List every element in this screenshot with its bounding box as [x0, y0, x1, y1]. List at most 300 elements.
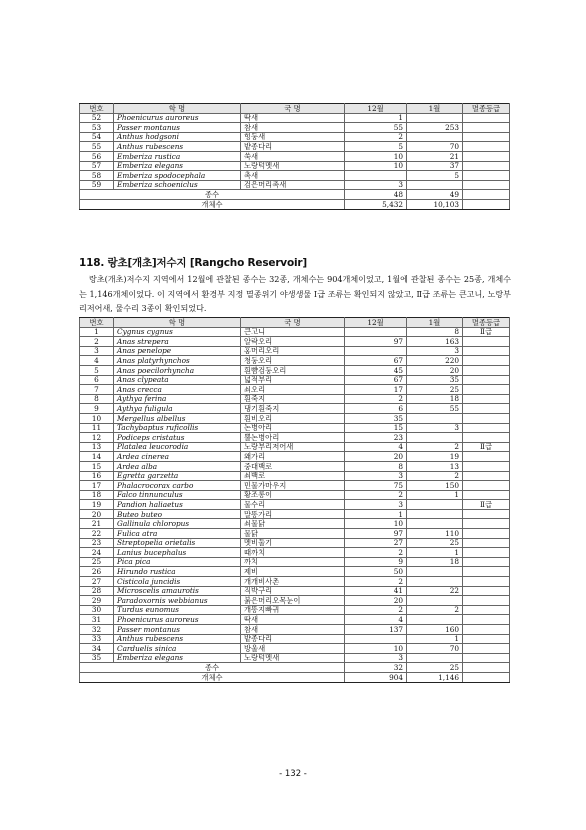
- count-total-jan: 10,103: [407, 199, 463, 209]
- table-row: [80, 519, 510, 529]
- cell-jan-count: [407, 519, 463, 529]
- cell-no: 56: [80, 151, 114, 161]
- cell-dec-count: [345, 171, 407, 181]
- section-paragraph: 랑초(개초)저수지 지역에서 12월에 관찰된 종수는 32종, 개체수는 904개체이었고, 1월에 관찰된 종수는 25종, 개체수는 1,146개체이었다. 이 지역에서 환경부 지정 멸종위기 야생생물 Ⅰ급 조류는 확인되지 않았고, Ⅱ급 조류는 큰고니, 노랑부리저어새, 물수리 3종이 확인되었다.: [79, 274, 511, 313]
- cell-dec-count: [345, 327, 407, 337]
- cell-korean-name: 흰비오리: [241, 413, 345, 423]
- cell-no: 12: [80, 433, 114, 443]
- cell-dec-count: 27: [345, 538, 407, 548]
- table-row: [80, 385, 510, 395]
- cell-jan-count: 1: [407, 490, 463, 500]
- col-header-scientific: 학 명: [114, 318, 241, 328]
- cell-grade: Ⅱ급: [463, 500, 510, 510]
- cell-dec-count: 35: [345, 413, 407, 423]
- cell-jan-count: [407, 113, 463, 123]
- empty-cell: [463, 663, 510, 673]
- cell-dec-count: 3: [345, 180, 407, 190]
- cell-no: 26: [80, 567, 114, 577]
- cell-korean-name: 민물가마우지: [241, 481, 345, 491]
- cell-korean-name: 딱새: [241, 615, 345, 625]
- table-row: [80, 615, 510, 625]
- col-header-jan: 1월: [407, 104, 463, 114]
- table-row: [80, 557, 510, 567]
- cell-no: 1: [80, 327, 114, 337]
- cell-no: 16: [80, 471, 114, 481]
- col-header-dec: 12월: [345, 318, 407, 328]
- cell-grade: [463, 375, 510, 385]
- cell-grade: Ⅱ급: [463, 327, 510, 337]
- cell-dec-count: 4: [345, 615, 407, 625]
- cell-grade: [463, 433, 510, 443]
- cell-scientific-name: Emberiza elegans: [114, 161, 241, 171]
- cell-jan-count: 1: [407, 634, 463, 644]
- cell-korean-name: 밭종다리: [241, 634, 345, 644]
- species-total-jan: 25: [407, 663, 463, 673]
- cell-grade: [463, 634, 510, 644]
- empty-cell: [463, 190, 510, 200]
- cell-korean-name: 논병아리: [241, 423, 345, 433]
- cell-grade: [463, 519, 510, 529]
- col-header-grade: 멸종등급: [463, 318, 510, 328]
- cell-no: 32: [80, 625, 114, 635]
- species-total-label: 종수: [80, 663, 345, 673]
- cell-scientific-name: Anthus rubescens: [114, 634, 241, 644]
- table-row: [80, 625, 510, 635]
- cell-no: 24: [80, 548, 114, 558]
- cell-scientific-name: Phoenicurus auroreus: [114, 615, 241, 625]
- cell-dec-count: 15: [345, 423, 407, 433]
- cell-korean-name: 흰뺨검둥오리: [241, 365, 345, 375]
- cell-scientific-name: Passer montanus: [114, 625, 241, 635]
- cell-scientific-name: Gallinula chloropus: [114, 519, 241, 529]
- cell-grade: [463, 548, 510, 558]
- cell-jan-count: 21: [407, 151, 463, 161]
- cell-no: 10: [80, 413, 114, 423]
- cell-grade: [463, 423, 510, 433]
- cell-korean-name: 촉새: [241, 171, 345, 181]
- count-total-dec: 904: [345, 672, 407, 682]
- table-row: [80, 404, 510, 414]
- cell-no: 2: [80, 337, 114, 347]
- cell-dec-count: 2: [345, 490, 407, 500]
- cell-dec-count: [345, 634, 407, 644]
- cell-korean-name: 제비: [241, 567, 345, 577]
- table-row: [80, 142, 510, 152]
- cell-jan-count: 150: [407, 481, 463, 491]
- cell-scientific-name: Emberiza spodocephala: [114, 171, 241, 181]
- table-header-row: [80, 318, 510, 328]
- cell-grade: [463, 413, 510, 423]
- cell-dec-count: [345, 346, 407, 356]
- species-total-jan: 49: [407, 190, 463, 200]
- count-total-jan: 1,146: [407, 672, 463, 682]
- cell-dec-count: 9: [345, 557, 407, 567]
- cell-scientific-name: Emberiza schoeniclus: [114, 180, 241, 190]
- cell-jan-count: [407, 413, 463, 423]
- cell-scientific-name: Anthus hodgsoni: [114, 132, 241, 142]
- table-row: [80, 375, 510, 385]
- table-row: [80, 452, 510, 462]
- cell-dec-count: 10: [345, 151, 407, 161]
- species-total-row: [80, 190, 510, 200]
- cell-scientific-name: Hirundo rustica: [114, 567, 241, 577]
- cell-korean-name: 노랑턱멧새: [241, 653, 345, 663]
- cell-dec-count: 23: [345, 433, 407, 443]
- cell-no: 57: [80, 161, 114, 171]
- table-row: [80, 644, 510, 654]
- cell-scientific-name: Phalacrocorax carbo: [114, 481, 241, 491]
- cell-scientific-name: Streptopelia orietalis: [114, 538, 241, 548]
- cell-no: 20: [80, 509, 114, 519]
- count-total-row: [80, 199, 510, 209]
- cell-jan-count: 20: [407, 365, 463, 375]
- col-header-scientific: 학 명: [114, 104, 241, 114]
- cell-grade: [463, 461, 510, 471]
- cell-jan-count: [407, 577, 463, 587]
- cell-grade: [463, 625, 510, 635]
- cell-jan-count: [407, 132, 463, 142]
- table-row: [80, 586, 510, 596]
- cell-no: 5: [80, 365, 114, 375]
- cell-grade: [463, 586, 510, 596]
- table-row: [80, 132, 510, 142]
- cell-scientific-name: Anthus rubescens: [114, 142, 241, 152]
- cell-grade: [463, 404, 510, 414]
- table-row: [80, 423, 510, 433]
- cell-no: 22: [80, 529, 114, 539]
- cell-jan-count: 110: [407, 529, 463, 539]
- cell-korean-name: 멧비둘기: [241, 538, 345, 548]
- cell-jan-count: 220: [407, 356, 463, 366]
- table-row: [80, 356, 510, 366]
- cell-jan-count: 8: [407, 327, 463, 337]
- cell-korean-name: 왜가리: [241, 452, 345, 462]
- cell-no: 29: [80, 596, 114, 606]
- cell-jan-count: 160: [407, 625, 463, 635]
- col-header-korean: 국 명: [241, 318, 345, 328]
- cell-jan-count: 3: [407, 423, 463, 433]
- cell-jan-count: 1: [407, 548, 463, 558]
- cell-scientific-name: Carduelis sinica: [114, 644, 241, 654]
- cell-korean-name: 알락오리: [241, 337, 345, 347]
- cell-grade: [463, 394, 510, 404]
- table-row: [80, 394, 510, 404]
- cell-grade: [463, 538, 510, 548]
- cell-korean-name: 방울새: [241, 644, 345, 654]
- cell-scientific-name: Cygnus cygnus: [114, 327, 241, 337]
- cell-grade: [463, 567, 510, 577]
- table-row: [80, 548, 510, 558]
- cell-korean-name: 청둥오리: [241, 356, 345, 366]
- cell-korean-name: 쇠백로: [241, 471, 345, 481]
- section-title: 118. 랑초[개초]저수지 [Rangcho Reservoir]: [79, 257, 307, 269]
- cell-dec-count: 2: [345, 394, 407, 404]
- cell-korean-name: 중대백로: [241, 461, 345, 471]
- cell-scientific-name: Pandion haliaetus: [114, 500, 241, 510]
- cell-korean-name: 물수리: [241, 500, 345, 510]
- table-row: [80, 337, 510, 347]
- cell-scientific-name: Emberiza rustica: [114, 151, 241, 161]
- count-total-row: [80, 672, 510, 682]
- cell-dec-count: 3: [345, 653, 407, 663]
- cell-jan-count: [407, 567, 463, 577]
- cell-grade: [463, 365, 510, 375]
- cell-scientific-name: Aythya fuligula: [114, 404, 241, 414]
- cell-dec-count: 67: [345, 375, 407, 385]
- cell-jan-count: 2: [407, 471, 463, 481]
- cell-jan-count: 35: [407, 375, 463, 385]
- cell-jan-count: 19: [407, 452, 463, 462]
- cell-no: 58: [80, 171, 114, 181]
- cell-dec-count: 45: [345, 365, 407, 375]
- cell-no: 23: [80, 538, 114, 548]
- cell-no: 14: [80, 452, 114, 462]
- cell-scientific-name: Microscelis amaurotis: [114, 586, 241, 596]
- cell-scientific-name: Pica pica: [114, 557, 241, 567]
- cell-jan-count: 70: [407, 644, 463, 654]
- species-total-dec: 32: [345, 663, 407, 673]
- cell-dec-count: 6: [345, 404, 407, 414]
- cell-scientific-name: Ardea alba: [114, 461, 241, 471]
- table-row: [80, 180, 510, 190]
- cell-korean-name: 댕기흰죽지: [241, 404, 345, 414]
- cell-grade: [463, 471, 510, 481]
- cell-no: 27: [80, 577, 114, 587]
- cell-korean-name: 개개비사촌: [241, 577, 345, 587]
- cell-no: 18: [80, 490, 114, 500]
- cell-grade: [463, 161, 510, 171]
- cell-korean-name: 참새: [241, 625, 345, 635]
- table-row: [80, 577, 510, 587]
- cell-no: 6: [80, 375, 114, 385]
- cell-jan-count: 163: [407, 337, 463, 347]
- cell-jan-count: [407, 653, 463, 663]
- cell-scientific-name: Phoenicurus auroreus: [114, 113, 241, 123]
- cell-no: 53: [80, 123, 114, 133]
- cell-scientific-name: Anas penelope: [114, 346, 241, 356]
- cell-grade: [463, 123, 510, 133]
- cell-no: 52: [80, 113, 114, 123]
- cell-scientific-name: Fulica atra: [114, 529, 241, 539]
- cell-scientific-name: Mergellus albellus: [114, 413, 241, 423]
- table-row: [80, 433, 510, 443]
- cell-no: 3: [80, 346, 114, 356]
- cell-dec-count: 1: [345, 509, 407, 519]
- cell-korean-name: 딱새: [241, 113, 345, 123]
- col-header-jan: 1월: [407, 318, 463, 328]
- cell-grade: [463, 452, 510, 462]
- cell-jan-count: 5: [407, 171, 463, 181]
- cell-korean-name: 쇠물닭: [241, 519, 345, 529]
- cell-korean-name: 쇠오리: [241, 385, 345, 395]
- cell-dec-count: 137: [345, 625, 407, 635]
- cell-no: 54: [80, 132, 114, 142]
- cell-no: 33: [80, 634, 114, 644]
- cell-grade: [463, 151, 510, 161]
- cell-jan-count: 25: [407, 538, 463, 548]
- table-row: [80, 161, 510, 171]
- table-row: [80, 509, 510, 519]
- cell-dec-count: 2: [345, 132, 407, 142]
- cell-no: 11: [80, 423, 114, 433]
- cell-scientific-name: Tachybaptus ruficollis: [114, 423, 241, 433]
- table-row: [80, 529, 510, 539]
- cell-grade: [463, 142, 510, 152]
- cell-jan-count: 37: [407, 161, 463, 171]
- species-total-label: 종수: [80, 190, 345, 200]
- cell-scientific-name: Aythya ferina: [114, 394, 241, 404]
- cell-korean-name: 노랑턱멧새: [241, 161, 345, 171]
- cell-korean-name: 황조롱이: [241, 490, 345, 500]
- cell-jan-count: 3: [407, 346, 463, 356]
- cell-dec-count: 2: [345, 577, 407, 587]
- cell-dec-count: 2: [345, 605, 407, 615]
- cell-scientific-name: Platalea leucorodia: [114, 442, 241, 452]
- cell-scientific-name: Ardea cinerea: [114, 452, 241, 462]
- count-total-label: 개체수: [80, 199, 345, 209]
- cell-scientific-name: Cisticola juncidis: [114, 577, 241, 587]
- cell-jan-count: [407, 615, 463, 625]
- cell-scientific-name: Egretta garzetta: [114, 471, 241, 481]
- cell-jan-count: 253: [407, 123, 463, 133]
- cell-no: 35: [80, 653, 114, 663]
- cell-jan-count: 2: [407, 605, 463, 615]
- cell-dec-count: 75: [345, 481, 407, 491]
- cell-no: 7: [80, 385, 114, 395]
- empty-cell: [463, 672, 510, 682]
- cell-dec-count: 5: [345, 142, 407, 152]
- cell-grade: [463, 644, 510, 654]
- table-row: [80, 653, 510, 663]
- cell-jan-count: 55: [407, 404, 463, 414]
- table-row: [80, 346, 510, 356]
- cell-grade: [463, 132, 510, 142]
- table-row: [80, 567, 510, 577]
- cell-scientific-name: Anas poecilorhyncha: [114, 365, 241, 375]
- cell-jan-count: 22: [407, 586, 463, 596]
- cell-no: 34: [80, 644, 114, 654]
- cell-jan-count: 18: [407, 394, 463, 404]
- col-header-no: 번호: [80, 104, 114, 114]
- cell-jan-count: [407, 433, 463, 443]
- cell-grade: [463, 490, 510, 500]
- table-row: [80, 481, 510, 491]
- cell-dec-count: 3: [345, 500, 407, 510]
- col-header-korean: 국 명: [241, 104, 345, 114]
- cell-grade: Ⅱ급: [463, 442, 510, 452]
- cell-dec-count: 10: [345, 161, 407, 171]
- cell-korean-name: 쑥새: [241, 151, 345, 161]
- cell-jan-count: 2: [407, 442, 463, 452]
- cell-no: 59: [80, 180, 114, 190]
- cell-scientific-name: Turdus eunomus: [114, 605, 241, 615]
- table-row: [80, 634, 510, 644]
- table-row: [80, 538, 510, 548]
- table-row: [80, 413, 510, 423]
- cell-korean-name: 밭종다리: [241, 142, 345, 152]
- table-row: [80, 442, 510, 452]
- cell-jan-count: 18: [407, 557, 463, 567]
- cell-no: 8: [80, 394, 114, 404]
- cell-scientific-name: Buteo buteo: [114, 509, 241, 519]
- table-row: [80, 471, 510, 481]
- cell-grade: [463, 577, 510, 587]
- cell-grade: [463, 605, 510, 615]
- cell-korean-name: 붉은머리오목눈이: [241, 596, 345, 606]
- cell-jan-count: [407, 509, 463, 519]
- cell-dec-count: 41: [345, 586, 407, 596]
- cell-scientific-name: Paradoxornis webbianus: [114, 596, 241, 606]
- cell-scientific-name: Lanius bucephalus: [114, 548, 241, 558]
- cell-scientific-name: Podiceps cristatus: [114, 433, 241, 443]
- cell-grade: [463, 356, 510, 366]
- cell-grade: [463, 529, 510, 539]
- cell-no: 28: [80, 586, 114, 596]
- cell-korean-name: 뿔논병아리: [241, 433, 345, 443]
- cell-dec-count: 4: [345, 442, 407, 452]
- cell-jan-count: 13: [407, 461, 463, 471]
- col-header-no: 번호: [80, 318, 114, 328]
- cell-korean-name: 직박구리: [241, 586, 345, 596]
- col-header-grade: 멸종등급: [463, 104, 510, 114]
- cell-dec-count: 20: [345, 452, 407, 462]
- cell-dec-count: 3: [345, 471, 407, 481]
- cell-korean-name: 때까치: [241, 548, 345, 558]
- cell-grade: [463, 171, 510, 181]
- cell-no: 30: [80, 605, 114, 615]
- cell-dec-count: 55: [345, 123, 407, 133]
- table-row: [80, 596, 510, 606]
- table-header-row: [80, 104, 510, 114]
- cell-dec-count: 97: [345, 529, 407, 539]
- cell-dec-count: 20: [345, 596, 407, 606]
- col-header-dec: 12월: [345, 104, 407, 114]
- cell-no: 13: [80, 442, 114, 452]
- cell-scientific-name: Falco tinnunculus: [114, 490, 241, 500]
- cell-jan-count: [407, 180, 463, 190]
- cell-grade: [463, 481, 510, 491]
- species-table-continued: [79, 103, 510, 210]
- species-table-rangcho: [79, 317, 510, 683]
- cell-grade: [463, 596, 510, 606]
- cell-jan-count: [407, 596, 463, 606]
- cell-korean-name: 흰죽지: [241, 394, 345, 404]
- cell-jan-count: [407, 500, 463, 510]
- cell-grade: [463, 346, 510, 356]
- cell-korean-name: 참새: [241, 123, 345, 133]
- cell-no: 9: [80, 404, 114, 414]
- cell-grade: [463, 113, 510, 123]
- cell-grade: [463, 509, 510, 519]
- cell-no: 15: [80, 461, 114, 471]
- cell-korean-name: 말똥가리: [241, 509, 345, 519]
- cell-scientific-name: Passer montanus: [114, 123, 241, 133]
- cell-no: 19: [80, 500, 114, 510]
- cell-dec-count: 17: [345, 385, 407, 395]
- cell-korean-name: 검은머리촉새: [241, 180, 345, 190]
- species-total-row: [80, 663, 510, 673]
- cell-dec-count: 2: [345, 548, 407, 558]
- species-total-dec: 48: [345, 190, 407, 200]
- cell-scientific-name: Anas crecca: [114, 385, 241, 395]
- cell-jan-count: 70: [407, 142, 463, 152]
- table-row: [80, 490, 510, 500]
- cell-korean-name: 물닭: [241, 529, 345, 539]
- cell-no: 31: [80, 615, 114, 625]
- cell-korean-name: 개똥지빠귀: [241, 605, 345, 615]
- cell-dec-count: 50: [345, 567, 407, 577]
- table-row: [80, 365, 510, 375]
